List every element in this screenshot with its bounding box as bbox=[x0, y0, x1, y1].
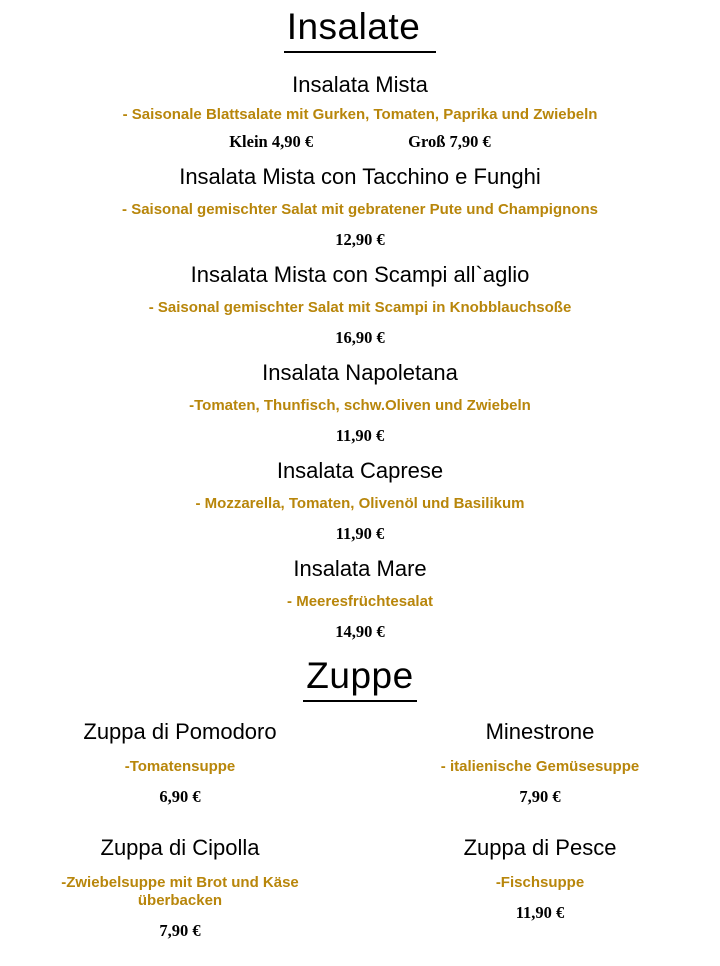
menu-item-minestrone bbox=[360, 718, 720, 806]
dish-price-line bbox=[0, 132, 720, 151]
dish-name: Zuppa di Cipolla bbox=[100, 835, 260, 860]
menu-item-zuppa-di-pesce bbox=[360, 834, 720, 940]
dish-price: 11,90 € bbox=[335, 426, 385, 445]
dish-name: Insalata Mare bbox=[293, 556, 427, 581]
dish-price: 12,90 € bbox=[335, 230, 385, 249]
section-title-insalate-text: Insalate bbox=[284, 6, 437, 53]
menu-item-insalata-caprese bbox=[0, 457, 720, 543]
menu-page bbox=[0, 6, 720, 940]
dish-price: 11,90 € bbox=[515, 903, 565, 922]
dish-name: Insalata Caprese bbox=[276, 458, 444, 483]
menu-item-insalata-mista-scampi bbox=[0, 261, 720, 347]
dish-name: Zuppa di Pomodoro bbox=[83, 719, 277, 744]
section-title-insalate bbox=[0, 6, 720, 53]
dish-description: - Saisonale Blattsalate mit Gurken, Tomaten, Paprika und Zwiebeln bbox=[122, 106, 598, 123]
dish-price: 11,90 € bbox=[335, 524, 385, 543]
dish-price-small: Klein 4,90 € bbox=[229, 132, 314, 151]
dish-description: -Fischsuppe bbox=[495, 874, 585, 891]
menu-item-insalata-mista-tacchino bbox=[0, 163, 720, 249]
dish-description: - Saisonal gemischter Salat mit gebratener Pute und Champignons bbox=[122, 201, 598, 218]
dish-name: Minestrone bbox=[485, 719, 595, 744]
dish-price: 7,90 € bbox=[159, 921, 201, 940]
dish-price: 7,90 € bbox=[519, 787, 561, 806]
dish-price: 14,90 € bbox=[335, 622, 385, 641]
menu-item-zuppa-di-cipolla bbox=[0, 834, 360, 940]
dish-description: - italienische Gemüsesuppe bbox=[440, 758, 640, 775]
menu-item-insalata-mare bbox=[0, 555, 720, 641]
dish-price: 6,90 € bbox=[159, 787, 201, 806]
section-title-zuppe bbox=[0, 655, 720, 702]
dish-name: Insalata Napoletana bbox=[262, 360, 458, 385]
dish-description: - Saisonal gemischter Salat mit Scampi in Knobblauchsoße bbox=[148, 299, 572, 316]
dish-description: - Meeresfrüchtesalat bbox=[287, 593, 433, 610]
menu-item-zuppa-di-pomodoro bbox=[0, 718, 360, 806]
dish-description: -Tomatensuppe bbox=[124, 758, 236, 775]
dish-description: - Mozzarella, Tomaten, Olivenöl und Basilikum bbox=[195, 495, 525, 512]
dish-name: Insalata Mista bbox=[292, 72, 428, 97]
menu-item-insalata-mista bbox=[0, 71, 720, 151]
dish-name: Zuppa di Pesce bbox=[463, 835, 617, 860]
zuppe-grid bbox=[0, 718, 720, 940]
dish-name: Insalata Mista con Tacchino e Funghi bbox=[179, 164, 541, 189]
section-title-zuppe-text: Zuppe bbox=[303, 655, 416, 702]
dish-description: -Tomaten, Thunfisch, schw.Oliven und Zwiebeln bbox=[189, 397, 531, 414]
dish-price-large: Groß 7,90 € bbox=[408, 132, 491, 151]
dish-name: Insalata Mista con Scampi all`aglio bbox=[190, 262, 530, 287]
dish-price: 16,90 € bbox=[335, 328, 385, 347]
menu-item-insalata-napoletana bbox=[0, 359, 720, 445]
dish-description: -Zwiebelsuppe mit Brot und Käse überbacken bbox=[61, 874, 299, 909]
